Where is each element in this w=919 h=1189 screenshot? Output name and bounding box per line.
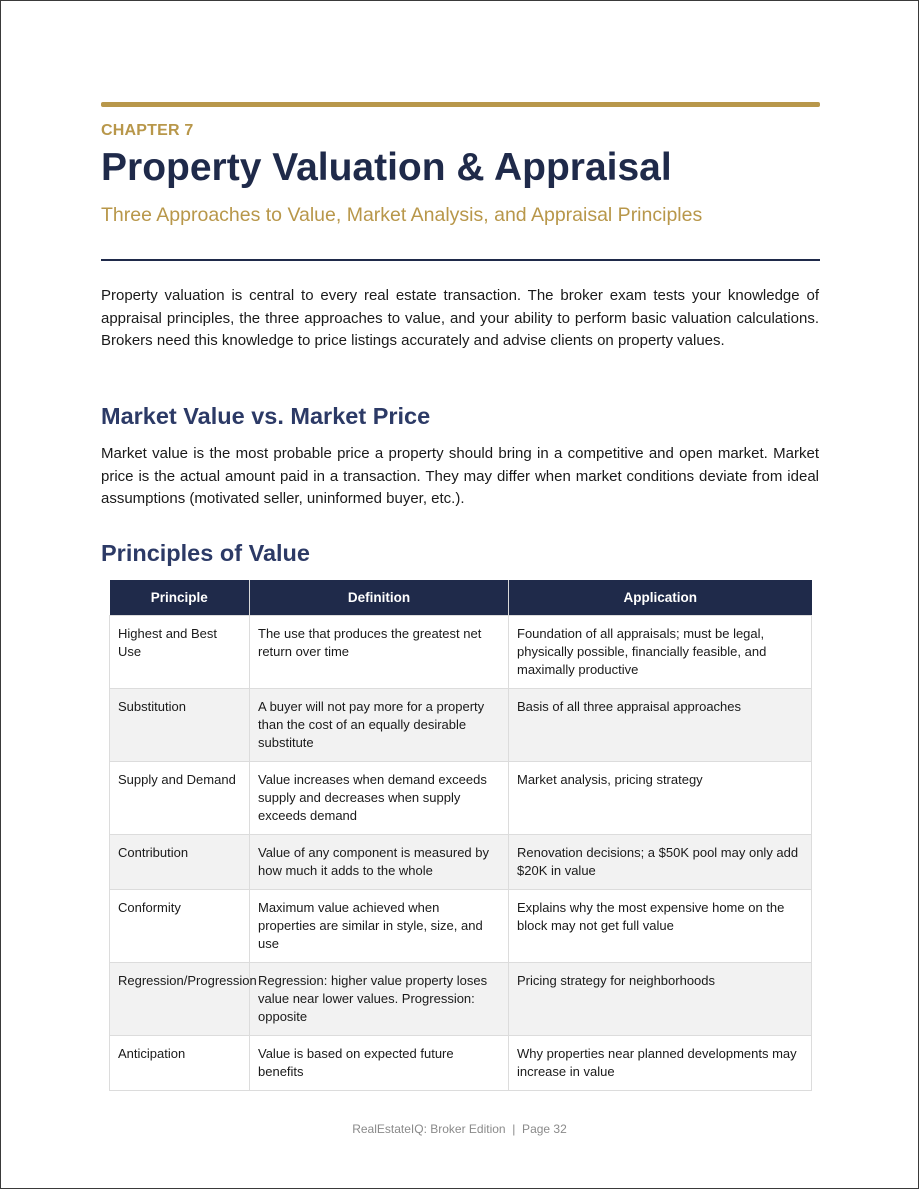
application-cell: Basis of all three appraisal approaches [509,689,812,762]
definition-cell: A buyer will not pay more for a property than the cost of an equally desirable substitute [250,689,509,762]
definition-cell: Value of any component is measured by how much it adds to the whole [250,835,509,890]
table-row [110,835,812,890]
column-header-principle: Principle [110,580,250,616]
definition-cell: Maximum value achieved when properties are similar in style, size, and use [250,890,509,963]
table-row [110,963,812,1036]
application-cell: Foundation of all appraisals; must be legal, physically possible, financially feasible, and maximally productive [509,616,812,689]
application-cell: Pricing strategy for neighborhoods [509,963,812,1036]
table-row [110,890,812,963]
intro-paragraph: Property valuation is central to every real estate transaction. The broker exam tests your knowledge of appraisal principles, the three approaches to value, and your ability to perform basic valuation calculations. Brokers need this knowledge to price listings accurately and advise clients on property values. [101,287,819,350]
principles-table [109,580,812,1091]
definition-cell: Value is based on expected future benefits [250,1036,509,1091]
market-value-paragraph: Market value is the most probable price a property should bring in a competitive and open market. Market price is the actual amount paid in a transaction. They may differ when market conditions deviate from ideal assumptions (motivated seller, uninformed buyer, etc.). [101,445,819,508]
principle-cell: Regression/Progression [110,963,250,1036]
page-subtitle: Three Approaches to Value, Market Analysis, and Appraisal Principles [101,204,703,226]
market-value-heading: Market Value vs. Market Price [101,403,431,429]
table-row [110,762,812,835]
page-title: Property Valuation & Appraisal [101,146,672,189]
column-header-application: Application [509,580,812,616]
definition-cell: Value increases when demand exceeds supply and decreases when supply exceeds demand [250,762,509,835]
table-row [110,1036,812,1091]
principle-cell: Conformity [110,890,250,963]
table-row [110,689,812,762]
page-footer: RealEstateIQ: Broker Edition | Page 32 [352,1122,567,1136]
principle-cell: Substitution [110,689,250,762]
principle-cell: Highest and Best Use [110,616,250,689]
principle-cell: Contribution [110,835,250,890]
table-row [110,616,812,689]
column-header-definition: Definition [250,580,509,616]
application-cell: Renovation decisions; a $50K pool may only add $20K in value [509,835,812,890]
header-divider [101,259,820,261]
application-cell: Explains why the most expensive home on the block may not get full value [509,890,812,963]
principle-cell: Anticipation [110,1036,250,1091]
table-header-row [110,580,812,616]
application-cell: Market analysis, pricing strategy [509,762,812,835]
application-cell: Why properties near planned developments may increase in value [509,1036,812,1091]
definition-cell: Regression: higher value property loses value near lower values. Progression: opposite [250,963,509,1036]
principle-cell: Supply and Demand [110,762,250,835]
chapter-label: CHAPTER 7 [101,122,194,139]
definition-cell: The use that produces the greatest net return over time [250,616,509,689]
principles-heading: Principles of Value [101,540,310,566]
header-gold-rule [101,102,820,107]
